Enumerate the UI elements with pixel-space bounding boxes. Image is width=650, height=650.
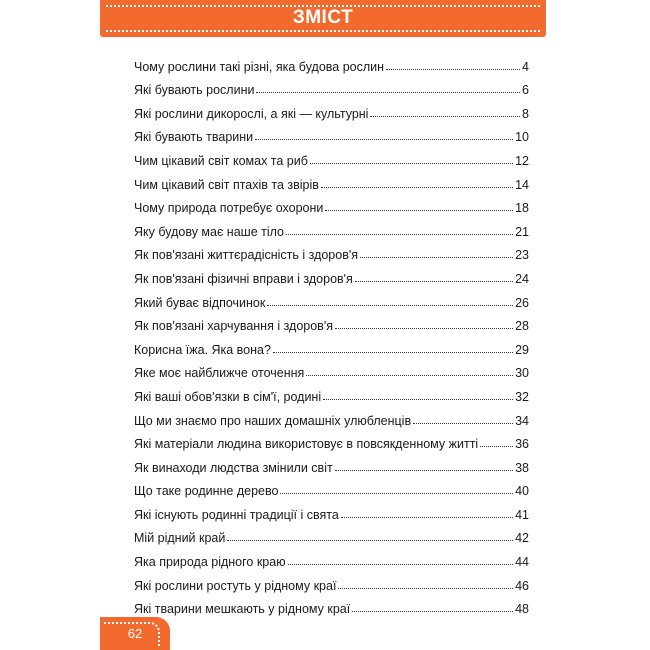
dot-leader xyxy=(355,281,513,282)
toc-entry[interactable] xyxy=(134,192,529,216)
toc-entry[interactable] xyxy=(134,239,529,263)
dot-leader xyxy=(288,564,514,565)
toc-entry-title: Як винаходи людства змінили світ xyxy=(134,460,333,475)
dot-leader xyxy=(306,375,513,376)
toc-entry-title: Що таке родинне дерево xyxy=(134,484,279,499)
toc-entry-page: 24 xyxy=(515,271,529,286)
toc-entry-title: Які матеріали людина використовує в повсякденному житті xyxy=(134,437,479,452)
toc-entry-title: Як пов'язані фізичні вправи і здоров'я xyxy=(134,271,353,286)
page-number-tab xyxy=(100,617,170,650)
toc-entry[interactable] xyxy=(134,569,529,593)
toc-entry-title: Які рослини дикорослі, а які — культурні xyxy=(134,106,369,121)
dot-leader xyxy=(335,328,513,329)
toc-entry-page: 41 xyxy=(515,507,529,522)
page-title: ЗМІСТ xyxy=(292,7,354,28)
dot-leader xyxy=(325,210,513,211)
dot-leader xyxy=(341,517,513,518)
dot-leader xyxy=(360,257,513,258)
toc-entry-title: Корисна їжа. Яка вона? xyxy=(134,342,271,357)
toc-entry[interactable] xyxy=(134,168,529,192)
toc-entry-page: 42 xyxy=(515,531,529,546)
toc-entry-page: 40 xyxy=(515,484,529,499)
dot-leader xyxy=(267,305,513,306)
toc-entry-page: 18 xyxy=(515,201,529,216)
dot-leader xyxy=(256,92,520,93)
dot-leader xyxy=(310,163,513,164)
toc-entry[interactable] xyxy=(134,522,529,546)
page-number: 62 xyxy=(127,626,143,641)
toc-entry-page: 12 xyxy=(515,153,529,168)
dot-leader xyxy=(370,116,520,117)
toc-entry-title: Які існують родинні традиції і свята xyxy=(134,507,339,522)
dot-leader xyxy=(321,187,513,188)
toc-entry-title: Яку будову має наше тіло xyxy=(134,224,285,239)
toc-entry[interactable] xyxy=(134,498,529,522)
toc-entry[interactable] xyxy=(134,286,529,310)
toc-entry-title: Які рослини ростуть у рідному краї xyxy=(134,578,337,593)
toc-entry-page: 30 xyxy=(515,366,529,381)
toc-entry-page: 28 xyxy=(515,319,529,334)
toc-entry-page: 29 xyxy=(515,342,529,357)
toc-entry[interactable] xyxy=(134,50,529,74)
dot-leader xyxy=(280,493,513,494)
toc-entry-page: 32 xyxy=(515,389,529,404)
toc-entry[interactable] xyxy=(134,121,529,145)
toc-entry-title: Які бувають тварини xyxy=(134,130,254,145)
toc-entry[interactable] xyxy=(134,310,529,334)
toc-entry-title: Які ваші обов'язки в сім'ї, родині xyxy=(134,389,322,404)
toc-entry-title: Які бувають рослини xyxy=(134,83,255,98)
toc-entry[interactable] xyxy=(134,593,529,617)
dot-leader xyxy=(273,352,513,353)
toc-entry-page: 44 xyxy=(515,555,529,570)
toc-entry[interactable] xyxy=(134,215,529,239)
section-header xyxy=(100,0,546,37)
toc-entry[interactable] xyxy=(134,428,529,452)
toc-entry-page: 10 xyxy=(515,130,529,145)
toc-entry[interactable] xyxy=(134,404,529,428)
toc-entry[interactable] xyxy=(134,262,529,286)
toc-entry-page: 23 xyxy=(515,248,529,263)
toc-entry-page: 38 xyxy=(515,460,529,475)
toc-entry-page: 14 xyxy=(515,177,529,192)
toc-entry-page: 36 xyxy=(515,437,529,452)
dot-leader xyxy=(338,588,513,589)
toc-entry-page: 26 xyxy=(515,295,529,310)
toc-entry[interactable] xyxy=(134,451,529,475)
toc-entry-title: Який буває відпочинок xyxy=(134,295,266,310)
toc-entry-title: Чому рослини такі різні, яка будова рослин xyxy=(134,59,385,74)
toc-entry-page: 46 xyxy=(515,578,529,593)
toc-entry-title: Яке моє найближче оточення xyxy=(134,366,305,381)
toc-entry[interactable] xyxy=(134,144,529,168)
toc-entry[interactable] xyxy=(134,380,529,404)
toc-entry[interactable] xyxy=(134,475,529,499)
toc-entry-title: Яка природа рідного краю xyxy=(134,555,286,570)
toc-entry-page: 6 xyxy=(522,83,529,98)
dot-leader xyxy=(323,399,513,400)
dot-leader xyxy=(413,423,513,424)
toc-entry-title: Які тварини мешкають у рідному краї xyxy=(134,602,351,617)
toc-entry-page: 21 xyxy=(515,224,529,239)
toc-entry-page: 8 xyxy=(522,106,529,121)
toc-entry-title: Чим цікавий світ птахів та звірів xyxy=(134,177,319,192)
toc-entry[interactable] xyxy=(134,357,529,381)
toc-entry-title: Як пов'язані харчування і здоров'я xyxy=(134,319,333,334)
toc-entry[interactable] xyxy=(134,545,529,569)
table-of-contents xyxy=(134,50,529,616)
toc-entry[interactable] xyxy=(134,74,529,98)
toc-entry-title: Що ми знаємо про наших домашніх улюбленців xyxy=(134,413,412,428)
dot-leader xyxy=(386,69,520,70)
dot-leader xyxy=(286,234,513,235)
toc-entry-page: 48 xyxy=(515,602,529,617)
header-stitch-bottom xyxy=(106,30,540,32)
toc-entry-page: 4 xyxy=(522,59,529,74)
toc-entry-title: Мій рідний край xyxy=(134,531,226,546)
dot-leader xyxy=(335,470,513,471)
dot-leader xyxy=(352,611,513,612)
dot-leader xyxy=(255,139,513,140)
toc-entry-page: 34 xyxy=(515,413,529,428)
dot-leader xyxy=(480,446,513,447)
toc-entry[interactable] xyxy=(134,333,529,357)
toc-entry-title: Чим цікавий світ комах та риб xyxy=(134,153,308,168)
toc-entry-title: Чому природа потребує охорони xyxy=(134,201,324,216)
toc-entry[interactable] xyxy=(134,97,529,121)
dot-leader xyxy=(227,540,513,541)
toc-entry-title: Як пов'язані життєрадісність і здоров'я xyxy=(134,248,359,263)
